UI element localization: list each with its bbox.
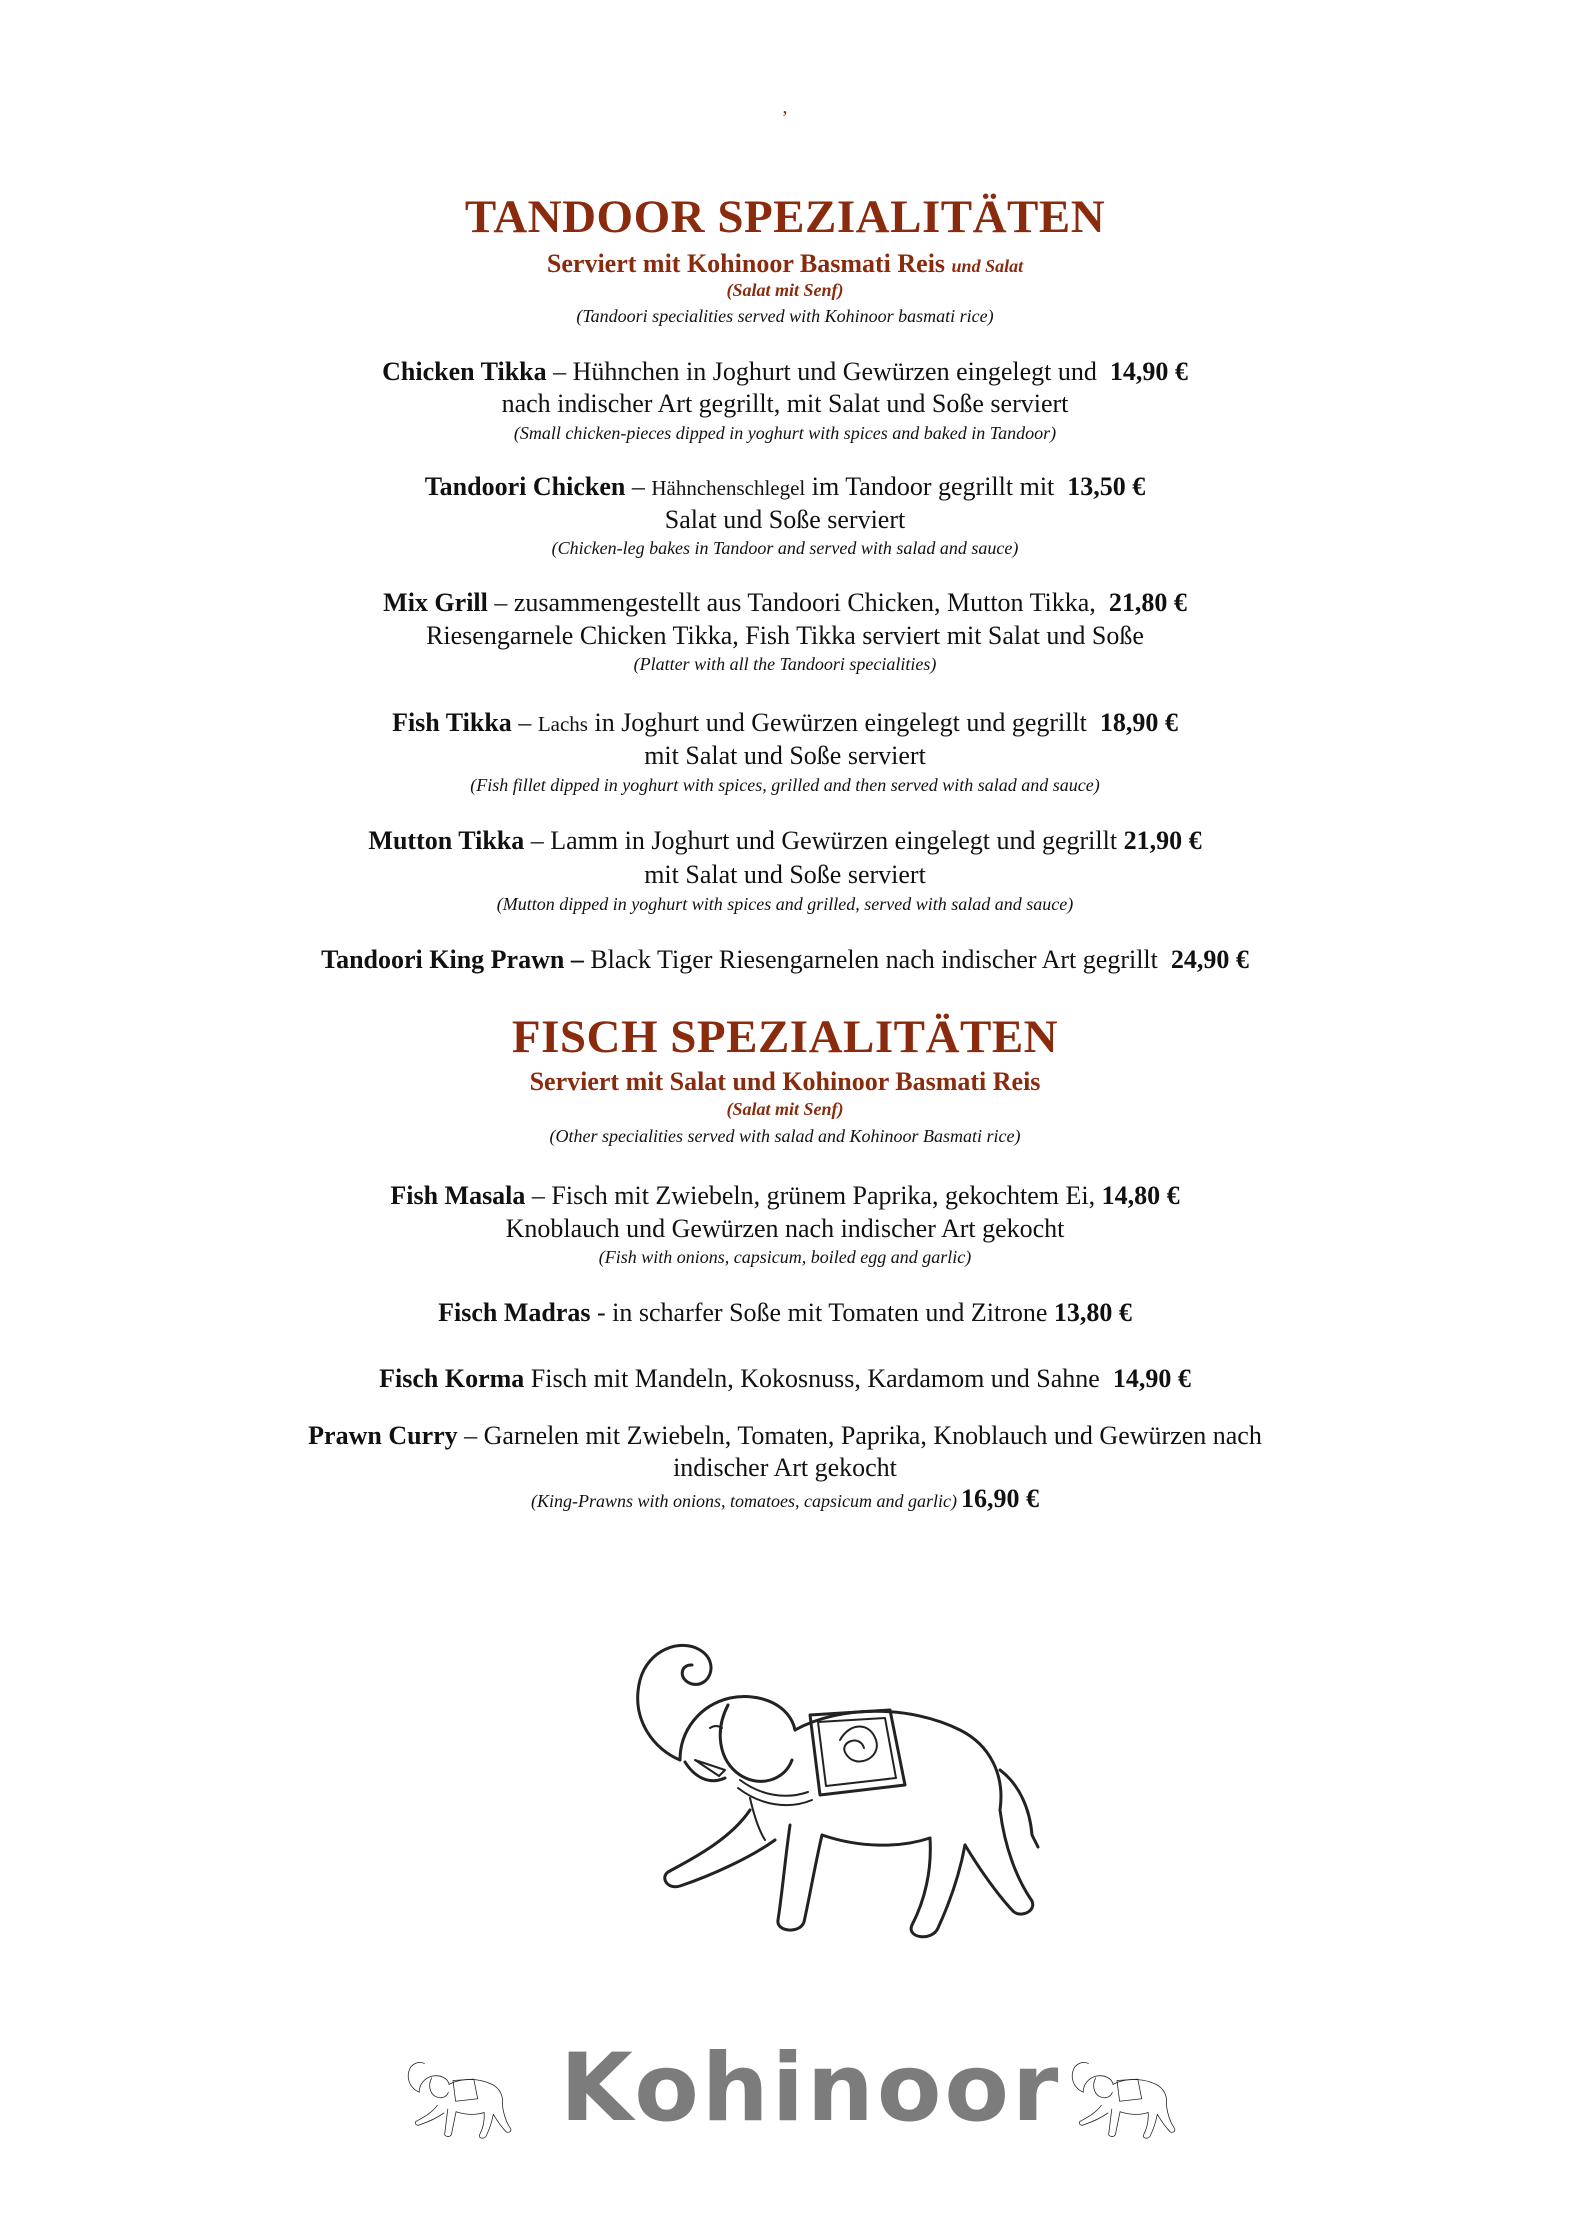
tandoor-subtitle (0, 249, 1570, 279)
tandoor-note: (Salat mit Senf) (726, 280, 844, 300)
fisch-note: (Salat mit Senf) (726, 1099, 844, 1119)
item-description: – Fisch mit Zwiebeln, grünem Paprika, gekochtem Ei, (525, 1181, 1096, 1210)
item-english: (Platter with all the Tandoori specialities) (633, 654, 937, 674)
elephant-illustration (560, 1610, 1060, 1970)
item-description: – Lamm in Joghurt und Gewürzen eingelegt und gegrillt (524, 826, 1118, 855)
item-name: Fish Masala (390, 1181, 526, 1210)
brand-name: Kohinoor (560, 2034, 1062, 2143)
menu-item-mutton-tikka (0, 826, 1570, 856)
small-elephant-icon-left (388, 2050, 518, 2150)
item-name: Fisch Madras (438, 1298, 591, 1327)
item-name: Chicken Tikka (382, 357, 547, 386)
menu-item-fisch-korma (0, 1364, 1570, 1394)
item-price: 14,80 € (1101, 1181, 1180, 1210)
tandoor-title: TANDOOR SPEZIALITÄTEN (464, 191, 1106, 243)
item-description-line2: indischer Art gekocht (673, 1453, 897, 1482)
menu-item-prawn-curry (0, 1421, 1570, 1451)
item-name: Tandoori King Prawn – (321, 945, 584, 974)
item-name: Fish Tikka (392, 708, 512, 737)
item-english: (Chicken-leg bakes in Tandoor and served with salad and sauce) (551, 538, 1019, 558)
tandoor-english: (Tandoori specialities served with Kohinoor basmati rice) (576, 306, 994, 326)
fisch-subtitle: Serviert mit Salat und Kohinoor Basmati Reis (529, 1067, 1041, 1096)
menu-item-mix-grill (0, 588, 1570, 618)
item-description-line2: Riesengarnele Chicken Tikka, Fish Tikka serviert mit Salat und Soße (426, 621, 1144, 650)
item-price: 18,90 € (1099, 708, 1178, 737)
item-description: in Joghurt und Gewürzen eingelegt und gegrillt (587, 708, 1087, 737)
item-price: 21,90 € (1123, 826, 1202, 855)
tandoor-subtitle-main: Serviert mit Kohinoor Basmati Reis (546, 249, 946, 278)
item-description: – Hühnchen in Joghurt und Gewürzen eingelegt und (546, 357, 1097, 386)
item-price: 16,90 € (961, 1484, 1039, 1513)
item-description-line2: mit Salat und Soße serviert (644, 860, 926, 889)
menu-item-chicken-tikka (0, 357, 1570, 387)
fisch-title: FISCH SPEZIALITÄTEN (511, 1011, 1059, 1063)
item-price: 13,50 € (1067, 472, 1146, 501)
prawn-curry-english-price (0, 1484, 1570, 1514)
item-description: Black Tiger Riesengarnelen nach indischer Art gegrillt (583, 945, 1158, 974)
item-price: 13,80 € (1053, 1298, 1132, 1327)
item-separator: – (511, 708, 538, 737)
item-price: 21,80 € (1108, 588, 1187, 617)
tandoor-subtitle-small: und Salat (951, 256, 1024, 276)
item-description: im Tandoor gegrillt mit (805, 472, 1055, 501)
item-description-small: Lachs (537, 712, 588, 736)
item-english: (King-Prawns with onions, tomatoes, capsicum and garlic) (531, 1491, 957, 1511)
item-name: Mutton Tikka (368, 826, 525, 855)
item-description: – zusammengestellt aus Tandoori Chicken, Mutton Tikka, (487, 588, 1096, 617)
item-separator: – (625, 472, 652, 501)
item-price: 24,90 € (1170, 945, 1249, 974)
fisch-english: (Other specialities served with salad and Kohinoor Basmati rice) (549, 1126, 1021, 1146)
item-english: (Fish with onions, capsicum, boiled egg and garlic) (598, 1247, 972, 1267)
item-english: (Small chicken-pieces dipped in yoghurt with spices and baked in Tandoor) (513, 423, 1057, 443)
item-description-line2: nach indischer Art gegrillt, mit Salat und Soße serviert (501, 389, 1069, 418)
item-description: Fisch mit Mandeln, Kokosnuss, Kardamom und Sahne (524, 1364, 1100, 1393)
item-name: Tandoori Chicken (424, 472, 626, 501)
menu-item-fisch-madras (0, 1298, 1570, 1328)
small-elephant-icon-right (1052, 2050, 1182, 2150)
top-mark: , (782, 96, 788, 118)
item-description-small: Hähnchenschlegel (651, 476, 806, 500)
item-name: Mix Grill (383, 588, 488, 617)
menu-item-tandoori-chicken (0, 472, 1570, 502)
item-english: (Fish fillet dipped in yoghurt with spices, grilled and then served with salad and sauce) (470, 775, 1100, 795)
item-english: (Mutton dipped in yoghurt with spices and grilled, served with salad and sauce) (496, 894, 1074, 914)
footer-logo (0, 2020, 1570, 2170)
item-price: 14,90 € (1109, 357, 1188, 386)
item-name: Fisch Korma (379, 1364, 525, 1393)
menu-item-fish-masala (0, 1181, 1570, 1211)
item-description: – Garnelen mit Zwiebeln, Tomaten, Paprika, Knoblauch und Gewürzen nach (457, 1421, 1262, 1450)
item-description-line2: mit Salat und Soße serviert (644, 741, 926, 770)
menu-item-tandoori-king-prawn (0, 945, 1570, 975)
item-description: - in scharfer Soße mit Tomaten und Zitrone (590, 1298, 1048, 1327)
item-price: 14,90 € (1112, 1364, 1191, 1393)
item-description-line2: Salat und Soße serviert (664, 505, 906, 534)
menu-item-fish-tikka (0, 708, 1570, 738)
item-name: Prawn Curry (308, 1421, 458, 1450)
item-description-line2: Knoblauch und Gewürzen nach indischer Art gekocht (505, 1214, 1065, 1243)
